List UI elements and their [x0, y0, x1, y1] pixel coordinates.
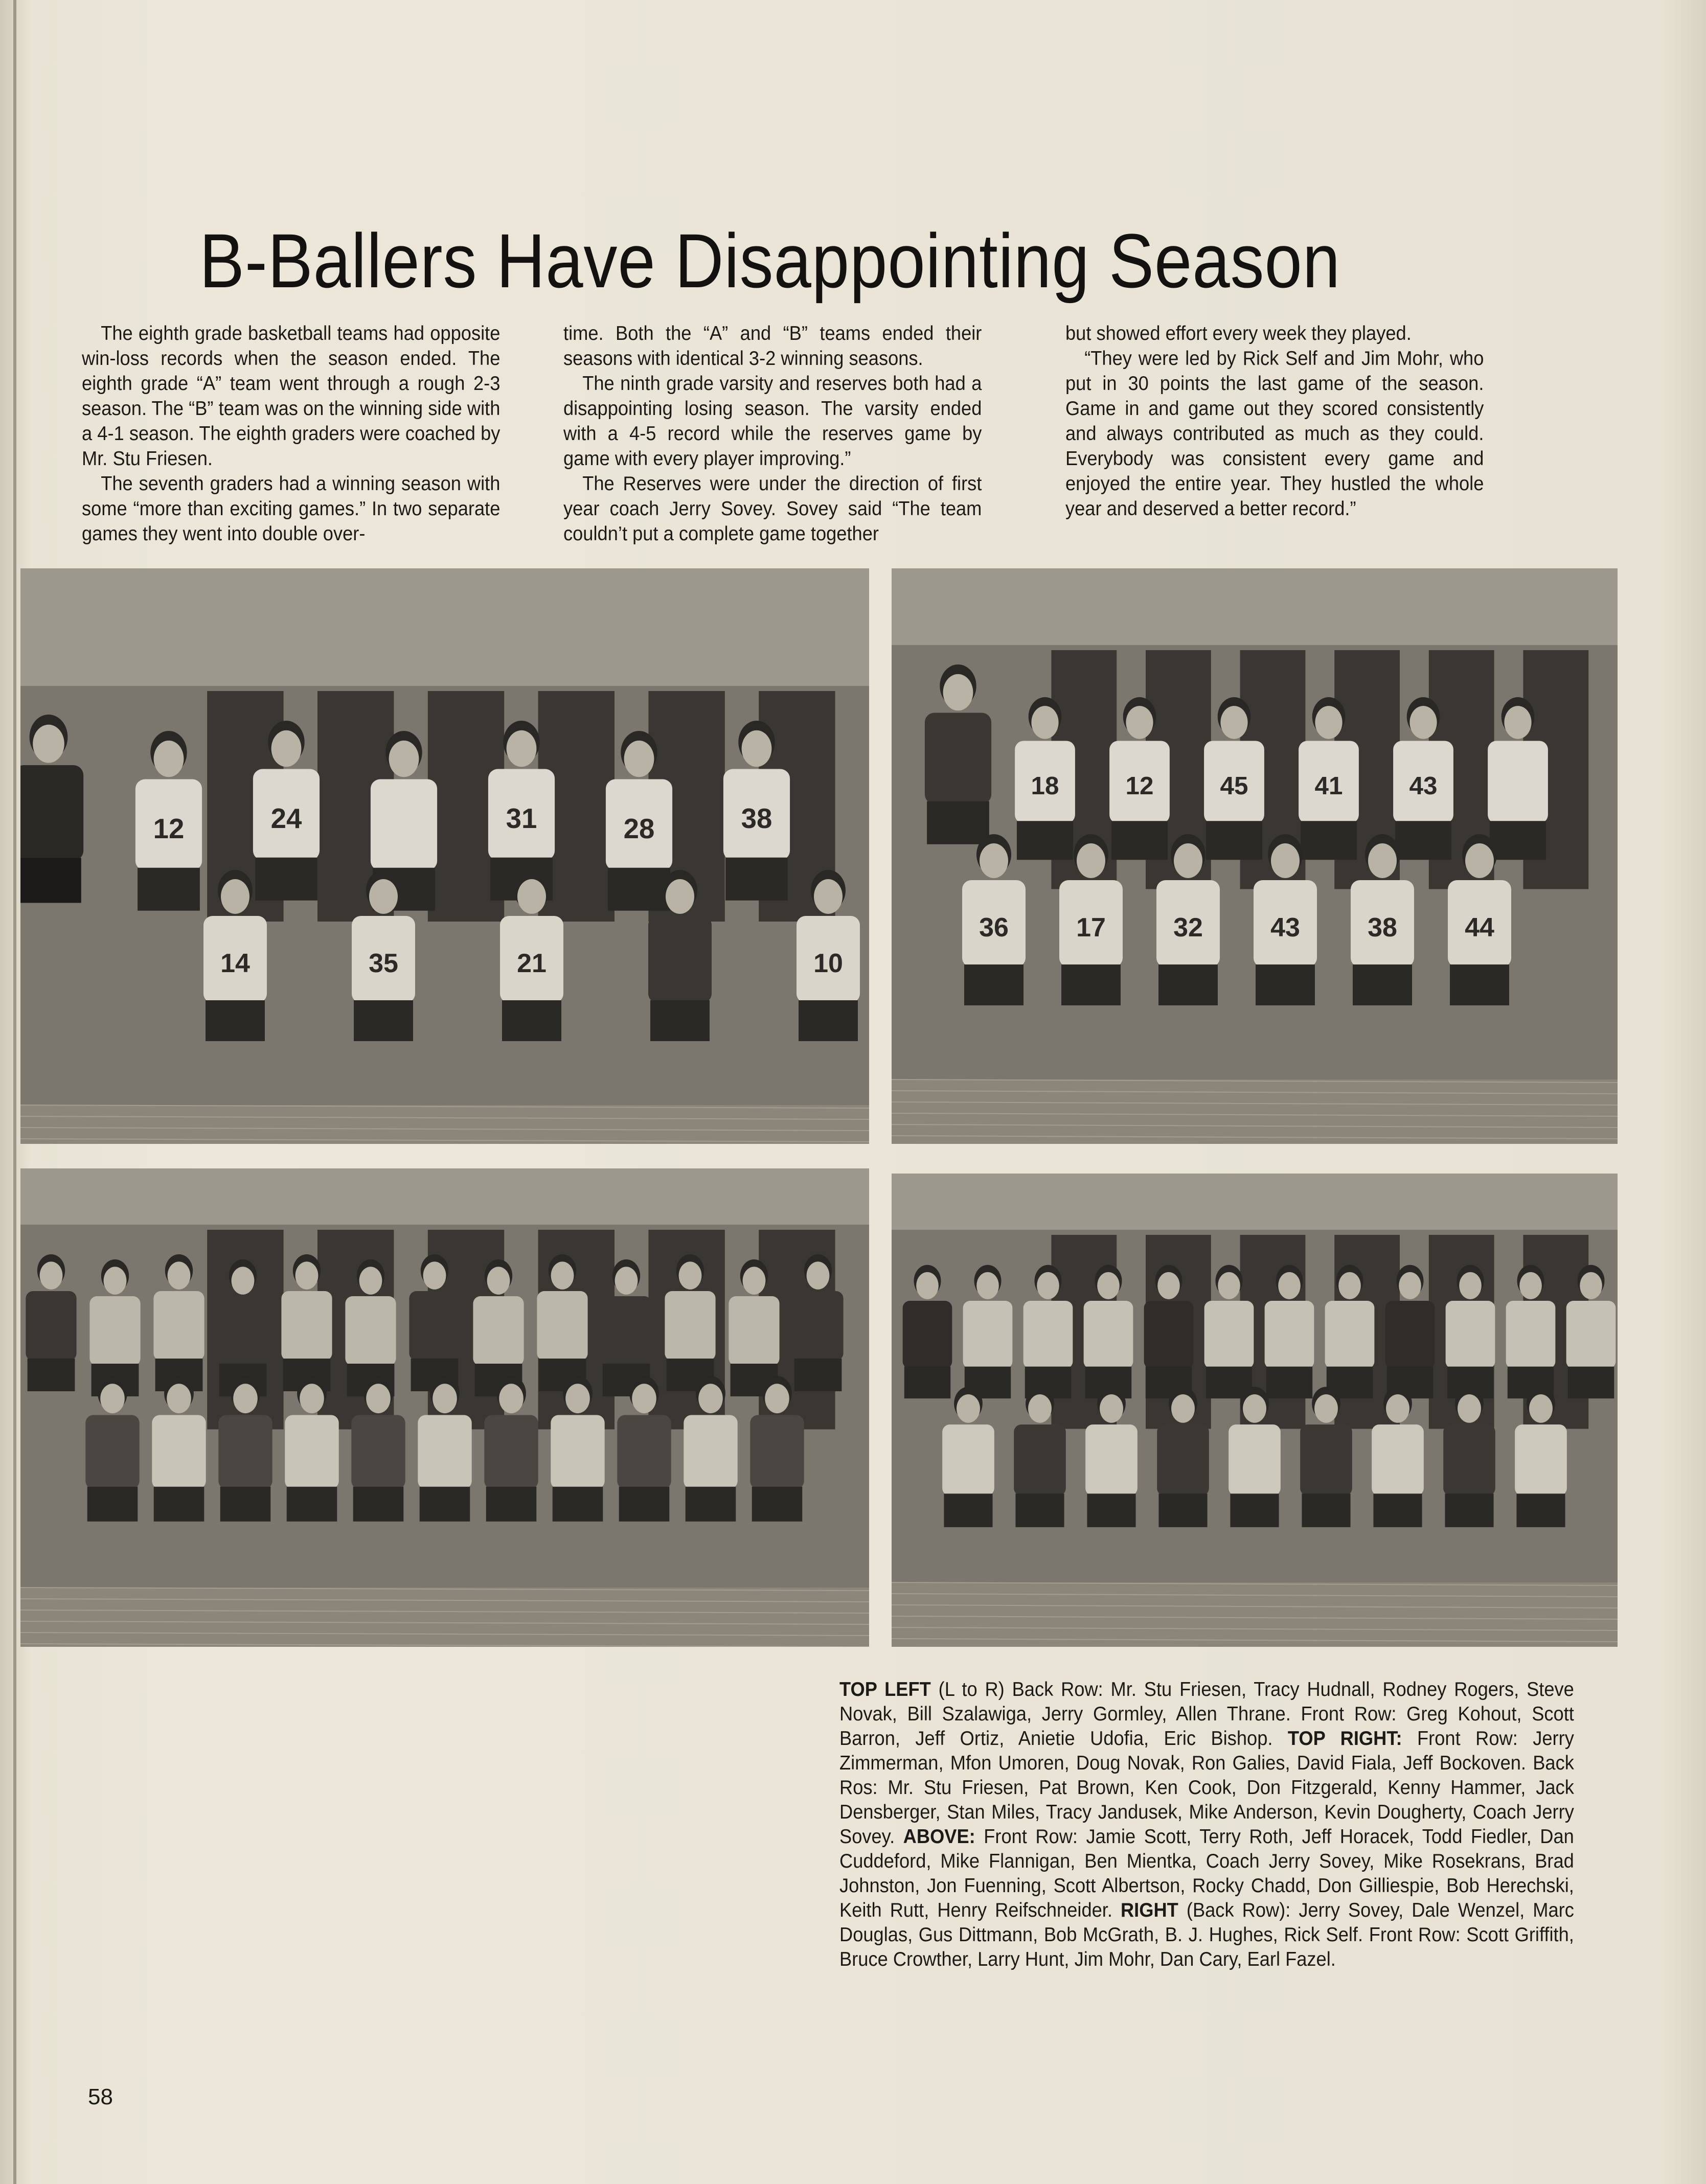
caption-label: TOP LEFT	[839, 1679, 931, 1700]
svg-text:12: 12	[1125, 772, 1154, 800]
svg-text:36: 36	[979, 913, 1009, 942]
article-paragraph: The seventh graders had a winning season with some “more than exciting games.” In two separate games they went into double over-	[82, 473, 501, 545]
photo-above-team	[20, 1168, 869, 1647]
svg-text:35: 35	[369, 949, 398, 978]
article-paragraph: “They were led by Rick Self and Jim Mohr, who put in 30 points the last game of the season. Game in and game out they scored consistently and always contributed as much as they could. Everybody was consistent every game and enjoyed the entire year. They hustled the whole year and deserved a better record.”	[1065, 348, 1484, 520]
svg-text:45: 45	[1220, 772, 1248, 800]
caption-text: Front Row: Jerry Zimmerman, Mfon Umoren, Doug Novak, Ron Galies, David Fiala, Jeff Bockoven. Back Ros: Mr. Stu Friesen, Pat Brown, Ken Cook, Don Fitzgerald, Kenny Hammer, Jack Densberger, Stan Miles, Tracy Jandusek, Mike Anderson, Kevin Dougherty, Coach Jerry Sovey.	[839, 1728, 1574, 1848]
svg-text:10: 10	[813, 949, 843, 978]
svg-text:21: 21	[517, 949, 547, 978]
photo-top-right-team	[892, 568, 1618, 1144]
svg-text:18: 18	[1031, 772, 1059, 800]
caption-label: RIGHT	[1120, 1899, 1178, 1921]
svg-text:14: 14	[220, 949, 250, 978]
svg-text:31: 31	[506, 803, 537, 834]
svg-text:12: 12	[153, 813, 185, 844]
article-paragraph: The ninth grade varsity and reserves both had a disappointing losing season. The varsity ended with a 4-5 record while the reserves game by game with every player improving.”	[563, 373, 982, 470]
caption-label: ABOVE:	[903, 1826, 975, 1848]
article-paragraph: but showed effort every week they played.	[1065, 323, 1412, 344]
svg-text:28: 28	[623, 813, 655, 844]
article-column-2	[563, 321, 982, 546]
article-paragraph: The Reserves were under the direction of first year coach Jerry Sovey. Sovey said “The team couldn’t put a complete game together	[563, 473, 982, 545]
svg-text:43: 43	[1409, 772, 1438, 800]
svg-text:32: 32	[1173, 913, 1203, 942]
caption-label: TOP RIGHT:	[1287, 1728, 1402, 1750]
svg-text:44: 44	[1465, 913, 1494, 942]
caption-text: (Back Row): Jerry Sovey, Dale Wenzel, Marc Douglas, Gus Dittmann, Bob McGrath, B. J. Hughes, Rick Self. Front Row: Scott Griffith, Bruce Crowther, Larry Hunt, Jim Mohr, Dan Cary, Earl Fazel.	[839, 1899, 1574, 1970]
photo-right-team	[892, 1174, 1618, 1647]
svg-text:17: 17	[1076, 913, 1106, 942]
svg-text:41: 41	[1314, 772, 1343, 800]
caption-text: Front Row: Jamie Scott, Terry Roth, Jeff Horacek, Todd Fiedler, Dan Cuddeford, Mike Flannigan, Ben Mientka, Coach Jerry Sovey, Mike Rosekrans, Brad Johnston, Jon Fuenning, Scott Albertson, Rocky Chadd, Don Gilliespie, Bob Herechski, Keith Rutt, Henry Reifschneider.	[839, 1826, 1574, 1921]
article-headline: B-Ballers Have Disappointing Season	[199, 218, 1341, 304]
photo-top-left-team	[20, 568, 869, 1144]
article-column-3	[1065, 321, 1484, 521]
caption-text: (L to R) Back Row: Mr. Stu Friesen, Tracy Hudnall, Rodney Rogers, Steve Novak, Bill Szalawiga, Jerry Gormley, Allen Thrane. Front Row: Greg Kohout, Scott Barron, Jeff Ortiz, Anietie Udofia, Eric Bishop.	[839, 1679, 1574, 1750]
photo-caption	[839, 1677, 1574, 1972]
svg-text:43: 43	[1270, 913, 1300, 942]
article-paragraph: time. Both the “A” and “B” teams ended their seasons with identical 3-2 winning seasons.	[563, 323, 982, 370]
svg-text:38: 38	[1368, 913, 1397, 942]
page-number: 58	[88, 2084, 113, 2109]
page-binding-edge	[13, 0, 16, 2184]
article-column-1	[82, 321, 500, 546]
svg-text:24: 24	[270, 803, 302, 834]
article-paragraph: The eighth grade basketball teams had opposite win-loss records when the season ended. The eighth grade “A” team went through a rough 2-3 season. The “B” team was on the winning side with a 4-1 season. The eighth graders were coached by Mr. Stu Friesen.	[82, 323, 501, 470]
svg-text:38: 38	[741, 803, 772, 834]
